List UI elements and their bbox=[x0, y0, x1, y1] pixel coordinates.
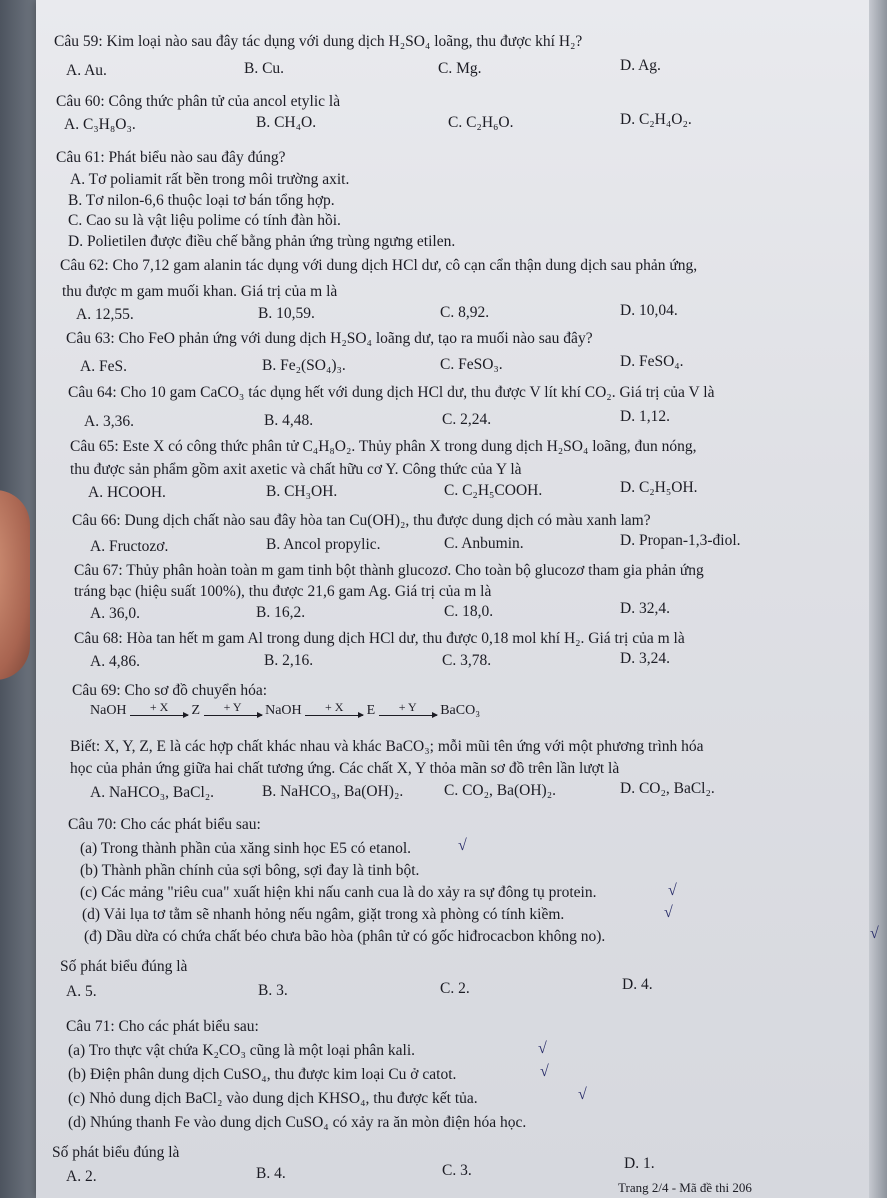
q67-option-d: D. 32,4. bbox=[620, 600, 670, 617]
question-67-stem: Câu 67: Thủy phân hoàn toàn m gam tinh bột thành glucozơ. Cho toàn bộ glucozơ tham gia phản ứng bbox=[74, 562, 704, 579]
q60-option-a: A. C₃H₈O₃. bbox=[64, 116, 136, 133]
scheme-arrow-2-line bbox=[204, 715, 262, 716]
q61-option-b: B. Tơ nilon-6,6 thuộc loại tơ bán tổng hợp. bbox=[68, 192, 335, 209]
question-71-prompt: Số phát biểu đúng là bbox=[52, 1144, 180, 1161]
question-69-note-cont: học của phản ứng giữa hai chất tương ứng. Các chất X, Y thỏa mãn sơ đồ trên lần lượt là bbox=[70, 760, 620, 777]
q66-option-d: D. Propan-1,3-điol. bbox=[620, 532, 741, 549]
question-62-stem-cont: thu được m gam muối khan. Giá trị của m là bbox=[62, 283, 338, 300]
q63-option-c: C. FeSO₃. bbox=[440, 356, 503, 373]
q67-option-a: A. 36,0. bbox=[90, 605, 140, 622]
scheme-compound-naoh: NaOH bbox=[90, 703, 127, 718]
q59-option-d: D. Ag. bbox=[620, 57, 661, 74]
question-63-stem: Câu 63: Cho FeO phản ứng với dung dịch H₂SO₄ loãng dư, tạo ra muối nào sau đây? bbox=[66, 330, 593, 347]
scheme-arrow-1-line bbox=[130, 715, 188, 716]
q61-option-c: C. Cao su là vật liệu polime có tính đàn hồi. bbox=[68, 212, 341, 229]
q69-option-d: D. CO₂, BaCl₂. bbox=[620, 780, 715, 797]
q62-option-d: D. 10,04. bbox=[620, 302, 678, 319]
scheme-compound-baco3: BaCO₃ bbox=[440, 703, 481, 718]
q65-option-d: D. C₂H₅OH. bbox=[620, 479, 698, 496]
q59-option-a: A. Au. bbox=[66, 62, 107, 79]
q71-option-b: B. 4. bbox=[256, 1165, 286, 1182]
q70-option-c: C. 2. bbox=[440, 980, 470, 997]
conversion-scheme bbox=[90, 702, 480, 720]
check-mark-icon: √ bbox=[870, 925, 879, 942]
question-69-stem: Câu 69: Cho sơ đồ chuyển hóa: bbox=[72, 682, 268, 699]
question-66-stem: Câu 66: Dung dịch chất nào sau đây hòa tan Cu(OH)₂, thu được dung dịch có màu xanh lam? bbox=[72, 512, 651, 529]
scheme-compound-e: E bbox=[366, 703, 376, 718]
q67-option-b: B. 16,2. bbox=[256, 604, 306, 621]
q66-option-b: B. Ancol propylic. bbox=[266, 536, 381, 553]
q68-option-b: B. 2,16. bbox=[264, 652, 314, 669]
q64-option-d: D. 1,12. bbox=[620, 408, 670, 425]
q71-statement-b: (b) Điện phân dung dịch CuSO₄, thu được kim loại Cu ở catot. bbox=[68, 1066, 457, 1083]
q71-option-c: C. 3. bbox=[442, 1162, 472, 1179]
q66-option-a: A. Fructozơ. bbox=[90, 538, 169, 555]
q71-option-a: A. 2. bbox=[66, 1168, 97, 1185]
scheme-arrow-3 bbox=[305, 702, 363, 716]
q60-option-d: D. C₂H₄O₂. bbox=[620, 111, 692, 128]
question-68-stem: Câu 68: Hòa tan hết m gam Al trong dung dịch HCl dư, thu được 0,18 mol khí H₂. Giá trị của m là bbox=[74, 630, 685, 647]
q65-option-c: C. C₂H₅COOH. bbox=[444, 482, 543, 499]
q59-option-c: C. Mg. bbox=[438, 60, 482, 77]
q65-option-a: A. HCOOH. bbox=[88, 484, 166, 501]
check-mark-icon: √ bbox=[540, 1063, 549, 1080]
question-61-stem: Câu 61: Phát biểu nào sau đây đúng? bbox=[56, 149, 286, 166]
q62-option-c: C. 8,92. bbox=[440, 304, 490, 321]
q69-option-a: A. NaHCO₃, BaCl₂. bbox=[90, 784, 215, 801]
question-60-stem: Câu 60: Công thức phân tử của ancol etylic là bbox=[56, 93, 341, 110]
q69-option-b: B. NaHCO₃, Ba(OH)₂. bbox=[262, 783, 404, 800]
question-64-stem: Câu 64: Cho 10 gam CaCO₃ tác dụng hết với dung dịch HCl dư, thu được V lít khí CO₂. Giá trị của V là bbox=[68, 384, 715, 401]
q71-option-d: D. 1. bbox=[624, 1155, 655, 1172]
q71-statement-a: (a) Tro thực vật chứa K₂CO₃ cũng là một loại phân kali. bbox=[68, 1042, 416, 1059]
q69-option-c: C. CO₂, Ba(OH)₂. bbox=[444, 782, 556, 799]
q70-statement-a: (a) Trong thành phần của xăng sinh học E5 có etanol. bbox=[80, 840, 412, 857]
scheme-arrow-4-label: + Y bbox=[398, 700, 417, 714]
question-62-stem: Câu 62: Cho 7,12 gam alanin tác dụng với dung dịch HCl dư, cô cạn cẩn thận dung dịch sau phản ứng, bbox=[60, 257, 698, 274]
page-footer: Trang 2/4 - Mã đề thi 206 bbox=[618, 1180, 752, 1195]
question-70-stem: Câu 70: Cho các phát biểu sau: bbox=[68, 816, 261, 833]
q70-statement-c: (c) Các mảng "riêu cua" xuất hiện khi nấu canh cua là do xảy ra sự đông tụ protein. bbox=[80, 884, 597, 901]
question-71-stem: Câu 71: Cho các phát biểu sau: bbox=[66, 1018, 259, 1035]
q62-option-a: A. 12,55. bbox=[76, 306, 134, 323]
check-mark-icon: √ bbox=[668, 882, 677, 899]
scheme-compound-naoh-2: NaOH bbox=[265, 703, 302, 718]
q70-option-b: B. 3. bbox=[258, 982, 288, 999]
q63-option-b: B. Fe₂(SO₄)₃. bbox=[262, 357, 346, 374]
q68-option-a: A. 4,86. bbox=[90, 653, 140, 670]
question-59-stem: Câu 59: Kim loại nào sau đây tác dụng với dung dịch H₂SO₄ loãng, thu được khí H₂? bbox=[54, 33, 583, 50]
check-mark-icon: √ bbox=[458, 837, 467, 854]
q70-option-d: D. 4. bbox=[622, 976, 653, 993]
scheme-arrow-3-label: + X bbox=[324, 700, 344, 714]
q64-option-c: C. 2,24. bbox=[442, 411, 492, 428]
scheme-arrow-1-label: + X bbox=[149, 700, 169, 714]
scheme-arrow-2-label: + Y bbox=[223, 700, 242, 714]
check-mark-icon: √ bbox=[664, 904, 673, 921]
q68-option-d: D. 3,24. bbox=[620, 650, 670, 667]
q60-option-b: B. CH₄O. bbox=[256, 114, 317, 131]
q68-option-c: C. 3,78. bbox=[442, 652, 492, 669]
scheme-arrow-4 bbox=[379, 702, 437, 716]
scheme-arrow-2 bbox=[204, 702, 262, 716]
q61-option-d: D. Polietilen được điều chế bằng phản ứng trùng ngưng etilen. bbox=[68, 233, 456, 250]
scheme-arrow-4-line bbox=[379, 715, 437, 716]
q63-option-d: D. FeSO₄. bbox=[620, 353, 684, 370]
question-70-prompt: Số phát biểu đúng là bbox=[60, 958, 188, 975]
question-65-stem: Câu 65: Este X có công thức phân tử C₄H₈O₂. Thủy phân X trong dung dịch H₂SO₄ loãng, đun nóng, bbox=[70, 438, 697, 455]
q64-option-b: B. 4,48. bbox=[264, 412, 314, 429]
scheme-compound-z: Z bbox=[191, 703, 201, 718]
q61-option-a: A. Tơ poliamit rất bền trong môi trường axit. bbox=[70, 171, 350, 188]
q70-statement-dd: (đ) Dầu dừa có chứa chất béo chưa bão hòa (phân tử có gốc hiđrocacbon không no). bbox=[84, 928, 606, 945]
q59-option-b: B. Cu. bbox=[244, 60, 285, 77]
check-mark-icon: √ bbox=[538, 1040, 547, 1057]
q70-option-a: A. 5. bbox=[66, 983, 97, 1000]
q60-option-c: C. C₂H₆O. bbox=[448, 114, 514, 131]
scheme-arrow-3-line bbox=[305, 715, 363, 716]
q70-statement-d: (d) Vải lụa tơ tằm sẽ nhanh hỏng nếu ngâm, giặt trong xà phòng có tính kiềm. bbox=[82, 906, 565, 923]
q62-option-b: B. 10,59. bbox=[258, 305, 315, 322]
q70-statement-b: (b) Thành phần chính của sợi bông, sợi đay là tinh bột. bbox=[80, 862, 420, 879]
scheme-arrow-1 bbox=[130, 702, 188, 716]
q67-option-c: C. 18,0. bbox=[444, 603, 494, 620]
q65-option-b: B. CH₃OH. bbox=[266, 483, 338, 500]
q66-option-c: C. Anbumin. bbox=[444, 535, 524, 552]
q63-option-a: A. FeS. bbox=[80, 358, 127, 375]
q71-statement-c: (c) Nhỏ dung dịch BaCl₂ vào dung dịch KHSO₄, thu được kết tủa. bbox=[68, 1090, 478, 1107]
question-65-stem-cont: thu được sản phẩm gồm axit axetic và chất hữu cơ Y. Công thức của Y là bbox=[70, 461, 522, 478]
q64-option-a: A. 3,36. bbox=[84, 413, 134, 430]
q71-statement-d: (d) Nhúng thanh Fe vào dung dịch CuSO₄ có xảy ra ăn mòn điện hóa học. bbox=[68, 1114, 527, 1131]
question-69-note: Biết: X, Y, Z, E là các hợp chất khác nhau và khác BaCO₃; mỗi mũi tên ứng với một phương trình hóa bbox=[70, 738, 704, 755]
question-67-stem-cont: tráng bạc (hiệu suất 100%), thu được 21,6 gam Ag. Giá trị của m là bbox=[74, 583, 492, 600]
check-mark-icon: √ bbox=[578, 1086, 587, 1103]
